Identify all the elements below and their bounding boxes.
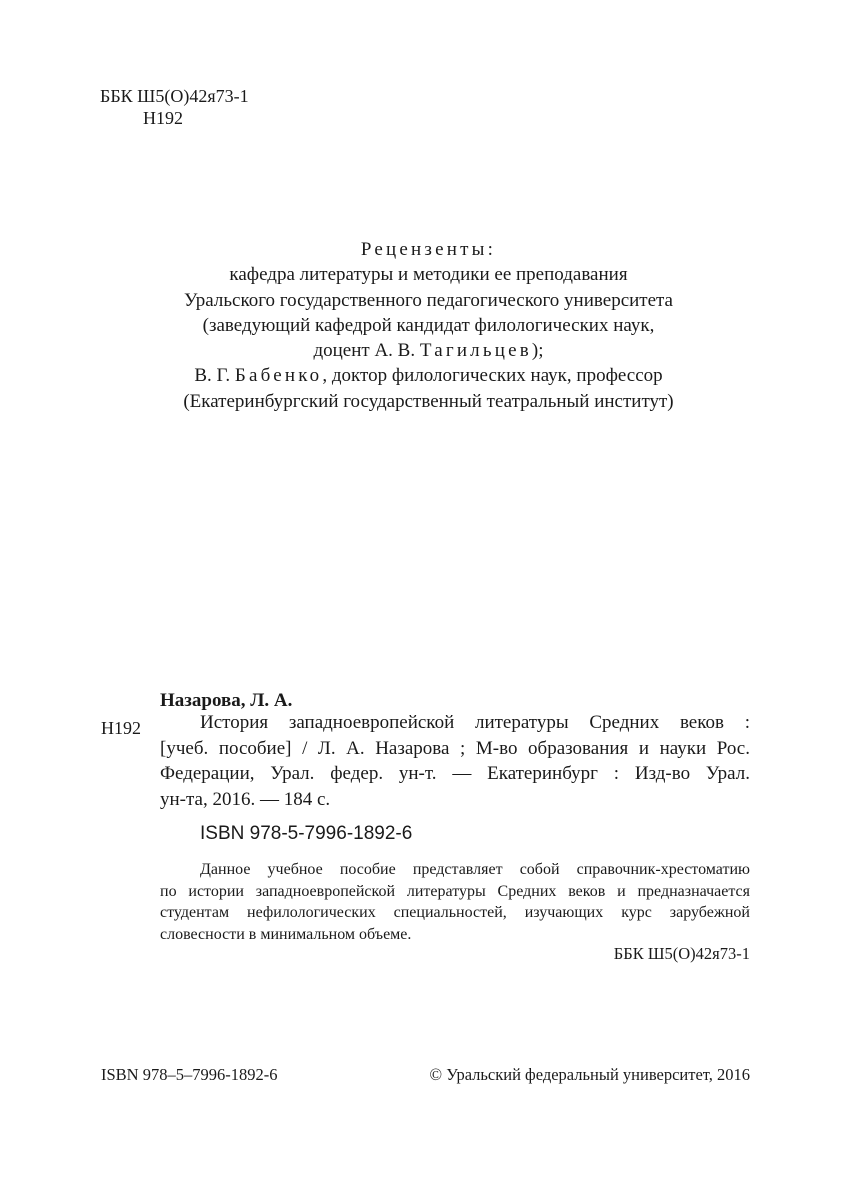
reviewer-line: (заведующий кафедрой кандидат филологических наук, [202, 314, 655, 336]
annotation-line: Данное учебное пособие представляет собой справочник-хрестоматию [200, 861, 750, 878]
author-sign: Н192 [143, 108, 183, 128]
reviewer-line [0, 338, 857, 363]
catalog-description [160, 710, 750, 812]
reviewers-heading: Рецензенты: [360, 239, 497, 260]
reviewers-block [0, 237, 857, 414]
description-line: Федерации, Урал. федер. ун-т. — Екатеринбург : Изд-во Урал. [160, 763, 750, 784]
bbk-index: ББК Ш5(О)42я73-1 [100, 86, 249, 106]
footer-isbn: ISBN 978–5–7996-1892-6 [101, 1065, 278, 1084]
annotation-line: по истории западноевропейской литературы Средних веков и предназначается [160, 882, 750, 900]
reviewer-name: Тагильцев [419, 340, 532, 362]
footer-copyright: © Уральский федеральный университет, 2016 [429, 1065, 750, 1084]
reviewer-text: доцент А. В. [313, 340, 420, 362]
description-line: ун-та, 2016. — 184 с. [160, 788, 331, 810]
catalog-bbk-index: ББК Ш5(О)42я73-1 [613, 944, 750, 963]
reviewer-line: Уральского государственного педагогического университета [183, 289, 673, 311]
reviewer-line: кафедра литературы и методики ее преподавания [229, 264, 628, 286]
annotation-line: студентам нефилологических специальностей, изучающих курс зарубежной [160, 904, 750, 921]
reviewer-text: , доктор филологических наук, профессор [322, 365, 663, 387]
description-line: История западноевропейской литературы Средних веков : [200, 712, 750, 733]
catalog-author: Назарова, Л. А. [160, 690, 293, 711]
reviewer-text: ); [531, 340, 544, 362]
annotation [160, 859, 750, 945]
reviewer-text: В. Г. [194, 365, 235, 387]
catalog-author-sign: Н192 [101, 718, 141, 738]
reviewer-line [0, 363, 857, 388]
annotation-line: словесности в минимальном объеме. [160, 925, 412, 943]
reviewer-line: (Екатеринбургский государственный театральный институт) [183, 390, 674, 412]
reviewer-name: Бабенко [234, 365, 323, 387]
description-line: [учеб. пособие] / Л. А. Назарова ; М-во образования и науки Рос. [160, 737, 750, 759]
catalog-isbn: ISBN 978-5-7996-1892-6 [200, 823, 413, 844]
